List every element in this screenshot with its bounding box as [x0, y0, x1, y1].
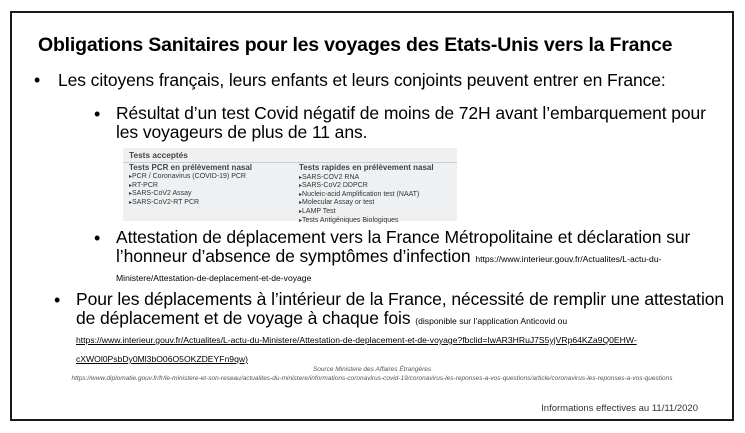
list-item: ▸ SARS-CoV2-RT PCR [129, 199, 289, 208]
sub-bullet-covid-test: Résultat d’un test Covid négatif de moins de 72H avant l’embarquement pour les voyageurs de plus de 11 ans. [116, 103, 706, 142]
bullet-domestic-travel [76, 290, 726, 366]
bullet-icon: • [94, 104, 101, 124]
bullet-icon: • [54, 290, 61, 310]
slide [10, 11, 734, 421]
sub-bullet-attestation [116, 228, 726, 285]
attestation-link[interactable]: https://www.interieur.gouv.fr/Actualites/L-actu-du-Ministere/Attestation-de-deplacement-et-de-voyage [116, 254, 662, 283]
domestic-travel-link[interactable]: https://www.interieur.gouv.fr/Actualites/L-actu-du-Ministere/Attestation-de-deplacement-et-de-voyage?fbclid=IwAR3HRuJ7S5yjVRp64KZa9Q0EHW-cXWOl0PsbDy0Ml3bO06O5OKZDEYFn9qw) [76, 335, 637, 364]
list-item: ▸ RT-PCR [129, 182, 289, 191]
anticovid-note: (disponible sur l’application Anticovid ou [415, 316, 568, 326]
list-item: ▸ SARS-CoV2 DDPCR [299, 182, 454, 191]
accepted-tests-table [123, 148, 457, 224]
rapid-list [299, 174, 454, 226]
list-item: ▸ Nucleic-acid Amplification test (NAAT) [299, 191, 454, 200]
list-item: ▸ SARS-COV2 RNA [299, 174, 454, 183]
domestic-travel-text: Pour les déplacements à l’intérieur de la France, nécessité de remplir une attestation de déplacement et de voyage à chaque fois [76, 289, 725, 328]
list-item: ▸ LAMP Test [299, 208, 454, 217]
list-item: ▸ Molecular Assay or test [299, 199, 454, 208]
bullet-icon: • [94, 228, 101, 248]
rapid-heading: Tests rapides en prélèvement nasal [299, 163, 434, 172]
source-label: Source Ministere des Affaires Étrangères [312, 366, 432, 373]
bullet-citizens: Les citoyens français, leurs enfants et leurs conjoints peuvent entrer en France: [58, 70, 666, 90]
attestation-text: Attestation de déplacement vers la France Métropolitaine et déclaration sur l’honneur d’absence de symptômes d’infection [116, 227, 691, 266]
effective-date: Informations effectives au 11/11/2020 [541, 403, 698, 414]
pcr-list [129, 173, 289, 207]
source-url[interactable]: https://www.diplomatie.gouv.fr/fr/le-ministere-et-son-reseau/actualites-du-ministere/informations-coronavirus-covid-19/coronavirus-les-reponses-a-vos-questions/article/coronavirus-les-reponses-a-vos-questions [71, 375, 673, 382]
list-item: ▸ Tests Antigéniques Biologiques [299, 217, 454, 226]
table-heading: Tests acceptés [129, 150, 188, 160]
bullet-icon: • [34, 70, 41, 90]
tests-column-rapid [299, 151, 454, 225]
pcr-heading: Tests PCR en prélèvement nasal [129, 162, 253, 172]
list-item: ▸ SARS-CoV2 Assay [129, 190, 289, 199]
source-citation [12, 365, 732, 383]
slide-title: Obligations Sanitaires pour les voyages des Etats-Unis vers la France [38, 34, 673, 56]
tests-column-pcr [129, 151, 289, 208]
list-item: ▸ PCR / Coronavirus (COVID-19) PCR [129, 173, 289, 182]
